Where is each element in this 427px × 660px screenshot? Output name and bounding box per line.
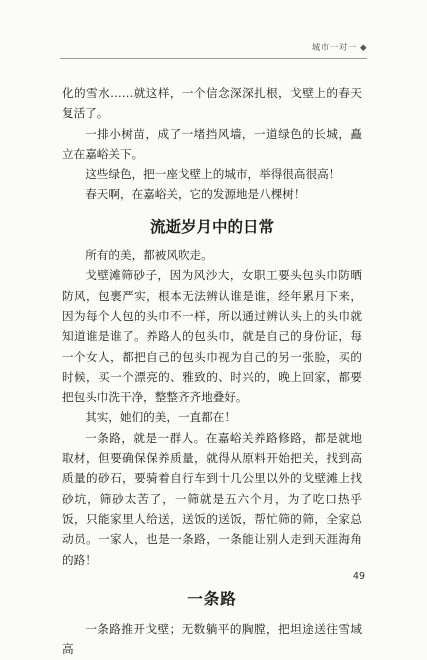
section-title: 一条路 bbox=[187, 588, 237, 608]
running-header: 城市一对一 ◆ bbox=[311, 43, 367, 53]
paragraph: 其实，她们的美，一直都在！ bbox=[85, 410, 236, 425]
paragraph: 一条路，就是一群人。在嘉峪关养路修路，都是就地取材，但要确保保养质量，就得从原料开始把关，找到高质量的砂石，要骑着自行车到十几公里以外的戈壁滩上找砂坑，筛砂太苦了，一筛就是五六个月，为了吃口热乎饭，只能家里人给送，送饭的送饭，帮忙筛的筛，全家总动员。一家人，也是一条路，一条能让别人走到天涯海角的路！ bbox=[62, 430, 362, 567]
paragraph: 一条路推开戈壁；无数躺平的胸膛，把坦途送往雪域高 bbox=[62, 622, 362, 657]
paragraph: 化的雪水……就这样，一个信念深深扎根，戈壁上的春天复活了。 bbox=[62, 86, 362, 121]
page-number: 49 bbox=[352, 571, 365, 582]
paragraph: 一排小树苗，成了一堵挡风墙，一道绿色的长城，矗立在嘉峪关下。 bbox=[62, 126, 362, 161]
paragraph: 戈壁滩筛砂子，因为风沙大，女职工要头包头巾防晒防风，包裹严实，根本无法辨认谁是谁，经年累月下来，因为每个人包的头巾不一样，所以通过辨认头上的头巾就知道谁是谁了。养路人的包头巾，就是自己的身份证，每一个女人，都把自己的包头巾视为自己的另一张脸，买的时候，买一个漂亮的、雅致的、时兴的，晚上回家，都要把包头巾洗干净，整整齐齐地叠好。 bbox=[62, 268, 362, 405]
paragraph: 这些绿色，把一座戈壁上的城市，举得很高很高！ bbox=[85, 167, 341, 182]
paragraph: 所有的美，都被风吹走。 bbox=[85, 248, 213, 263]
page-body bbox=[62, 83, 362, 660]
header-divider bbox=[60, 58, 367, 59]
paragraph: 春天啊，在嘉峪关，它的发源地是八棵树！ bbox=[85, 187, 306, 202]
section-title: 流逝岁月中的日常 bbox=[149, 216, 274, 236]
